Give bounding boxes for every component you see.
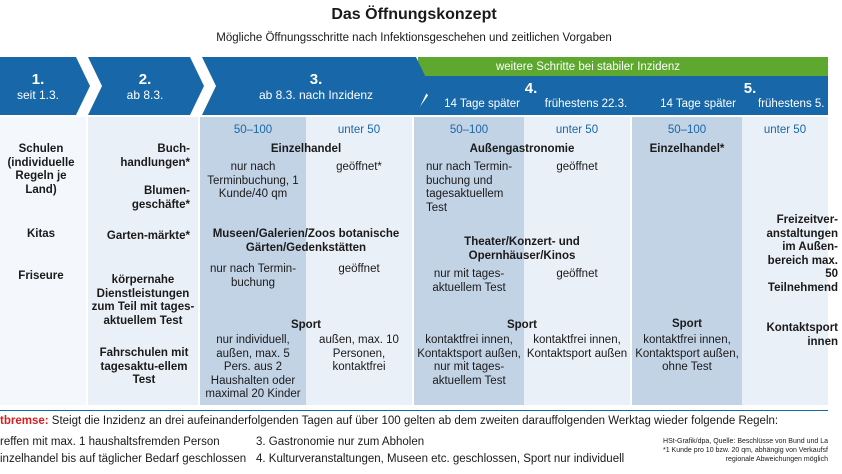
rule-3: 3. Gastronomie nur zum Abholen [256,436,425,448]
col2-gartenmaerkte: Garten-märkte* [106,230,190,242]
step-1-header [0,57,76,115]
step-5-label-a: 14 Tage später [660,98,736,110]
step5-freizeit: Freizeitver-anstaltungen im Außen-bereich max. 50 Teilnehmend [766,214,838,294]
step-4-label-b: frühestens 22.3. [544,98,628,110]
step-4-range-b: unter 50 [555,124,599,136]
step3-einzelhandel-b: geöffnet* [336,161,382,173]
step-3-header [216,57,416,115]
stable-incidence-band: weitere Schritte bei stabiler Inzidenz [418,57,828,76]
rule-2: inzelhandel bis auf täglicher Bedarf geschlossen [0,453,247,465]
step-1-number: 1. [31,71,45,88]
step-3-label: ab 8.3. nach Inzidenz [258,88,374,102]
step-5-range-b: unter 50 [763,124,807,136]
step4-theater-a: nur mit tages-aktuellem Test [432,268,506,294]
step3-sport-head: Sport [290,319,322,331]
step3-sport-b: außen, max. 10 Personen, kontaktfrei [319,334,399,373]
step-2-header [100,57,190,115]
step4-gastro-b: geöffnet [556,161,598,173]
page-title: Das Öffnungskonzept [331,6,497,23]
step-2-number: 2. [138,71,152,88]
rule-1: reffen mit max. 1 haushaltsfremden Person [0,436,220,448]
source-note-2: regionale Abweichungen möglich [725,456,828,463]
step3-einzelhandel-head: Einzelhandel [270,143,342,155]
step3-museen-b: geöffnet [338,263,380,275]
step4-gastro-head: Außengastronomie [469,143,575,155]
col1-friseure: Friseure [18,270,64,282]
step-5-label-b: frühestens 5. [758,98,825,110]
step5-einzelhandel-head: Einzelhandel* [649,143,725,155]
col2-fahrschulen: Fahrschulen mit tagesaktu-ellem Test [99,347,189,386]
col2-buchhandlungen: Buch-handlungen* [120,143,190,169]
step-4-range-a: 50–100 [449,124,489,136]
step-3-range-a: 50–100 [233,124,273,136]
step4-sport-b: kontaktfrei innen, Kontaktsport außen [526,334,628,360]
step-4-label-a: 14 Tage später [444,98,520,110]
step-1-label: seit 1.3. [16,88,60,102]
step-4-number: 4. [524,80,538,97]
step-5-range-a: 50–100 [667,124,707,136]
col1-kitas: Kitas [26,228,56,240]
source-note-1: *1 Kunde pro 10 bzw. 20 qm, abhängig von Verkaufsf [662,447,828,454]
step3-einzelhandel-a: nur nach Terminbuchung, 1 Kunde/40 qm [207,161,299,200]
col2-blumengeschaefte: Blumen-geschäfte* [131,185,190,211]
step3-sport-a: nur individuell, außen, max. 5 Pers. aus 2 Haushalten oder maximal 20 Kinder [205,334,301,400]
col2-dienstleistungen: körpernahe Dienstleistungen zum Teil mit tages-aktuellem Test [91,274,195,327]
notbremse-text: Steigt die Inzidenz an drei aufeinanderfolgenden Tagen auf über 100 gelten ab dem zweiten darauffolgenden Werktag wieder folgende Regeln: [51,415,779,427]
step3-museen-a: nur nach Termin-buchung [209,263,297,289]
notbremse-label: tbremse: [0,415,49,427]
source-credit: HSt-Grafik/dpa, Quelle: Beschlüsse von Bund und La [663,438,828,445]
step4-sport-a: kontaktfrei innen, Kontaktsport außen, nur mit tages-aktuellem Test [417,334,521,387]
step-2-label: ab 8.3. [126,88,164,102]
step4-theater-b: geöffnet [556,268,598,280]
step5-sport-head: Sport [671,318,703,330]
step5-sport-a: kontaktfrei innen, Kontaktsport außen, ohne Test [635,334,739,373]
step-3-number: 3. [309,71,323,88]
page-subtitle: Mögliche Öffnungsschritte nach Infektionsgeschehen und zeitlichen Vorgaben [216,32,612,44]
step3-museen-head: Museen/Galerien/Zoos botanische Gärten/Gedenkstätten [212,228,400,254]
divider [0,410,828,411]
step-3-range-b: unter 50 [337,124,381,136]
step4-sport-head: Sport [506,319,538,331]
rule-4: 4. Kulturveranstaltungen, Museen etc. geschlossen, Sport nur individuell [256,453,625,465]
step4-theater-head: Theater/Konzert- und Opernhäuser/Kinos [464,236,580,262]
step-5-number: 5. [743,80,757,97]
step4-gastro-a: nur nach Termin-buchung und tagesaktuellem Test [426,161,513,214]
step5-kontaktsport: Kontaktsport innen [766,322,838,348]
notbremse [0,414,828,429]
col1-schulen: Schulen (individuelle Regeln je Land) [7,143,75,196]
